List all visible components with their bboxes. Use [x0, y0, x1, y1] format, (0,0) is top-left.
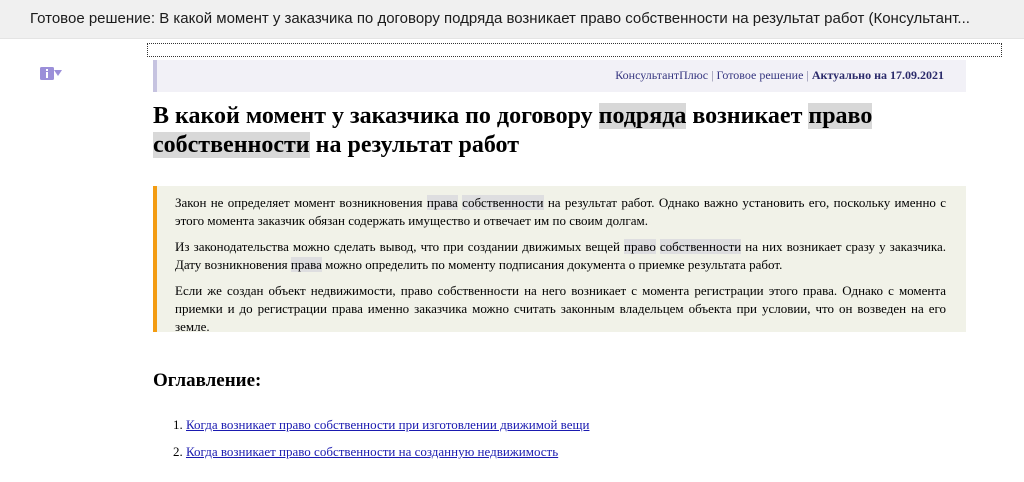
summary-text: можно определить по моменту подписания документа о приемке результата работ. — [321, 257, 783, 272]
search-highlight: собственности — [462, 195, 544, 210]
summary-text: на них возникает сразу у заказчика. Дату возникновения — [175, 239, 946, 272]
search-highlight: право — [624, 239, 656, 254]
toc-title: Оглавление: — [153, 370, 262, 391]
toc-item — [173, 444, 589, 460]
toc-item-number: 1. — [173, 417, 183, 432]
window-titlebar — [0, 0, 1024, 39]
toc-item-number: 2. — [173, 444, 183, 459]
focus-outline — [147, 43, 1002, 57]
title-text: возникает — [686, 103, 809, 129]
doc-type-label: Готовое решение — [716, 68, 804, 82]
actuality-status: Актуально на 17.09.2021 — [811, 68, 944, 82]
window-title: Готовое решение: В какой момент у заказчика по договору подряда возникает право собственности на результат работ (Консультант... — [30, 10, 970, 27]
page-title — [153, 102, 953, 160]
title-text: на результат работ — [309, 132, 520, 158]
summary-text: Закон не определяет момент возникновения — [175, 195, 427, 210]
summary-paragraph — [175, 238, 946, 274]
table-of-contents — [173, 417, 589, 471]
source-label: КонсультантПлюс — [615, 68, 709, 82]
toc-item — [173, 417, 589, 433]
summary-paragraph: Если же создан объект недвижимости, право собственности на него возникает с момента регистрации этого права. Однако с момента приемки и до регистрации права именно заказчика можно считать законным владельцем объекта при условии, что он возведен на его земле. — [175, 283, 946, 334]
title-highlight: подряда — [598, 103, 687, 129]
summary-paragraph — [175, 194, 946, 230]
toc-link-movable[interactable]: Когда возникает право собственности при изготовлении движимой вещи — [186, 417, 590, 432]
search-highlight: права — [426, 195, 458, 210]
search-highlight: права — [290, 257, 322, 272]
document-meta: КонсультантПлюс | Готовое решение | Актуально на 17.09.2021 — [615, 68, 944, 82]
summary-text: на результат работ. Однако важно установить его, поскольку именно с этого момента заказчик обязан содержать имущество и отвечает им по своим долгам. — [175, 195, 946, 228]
title-highlight: право — [808, 103, 873, 129]
summary-box — [153, 186, 966, 332]
search-highlight: собственности — [659, 239, 742, 254]
toc-link-real-estate[interactable]: Когда возникает право собственности на созданную недвижимость — [186, 444, 559, 459]
document-header-bar — [153, 60, 966, 92]
title-highlight: собственности — [153, 132, 310, 158]
summary-text: Из законодательства можно сделать вывод, что при создании движимых вещей — [175, 239, 625, 254]
title-text: В какой момент у заказчика по договору — [153, 103, 599, 129]
note-info-icon[interactable] — [40, 66, 64, 82]
